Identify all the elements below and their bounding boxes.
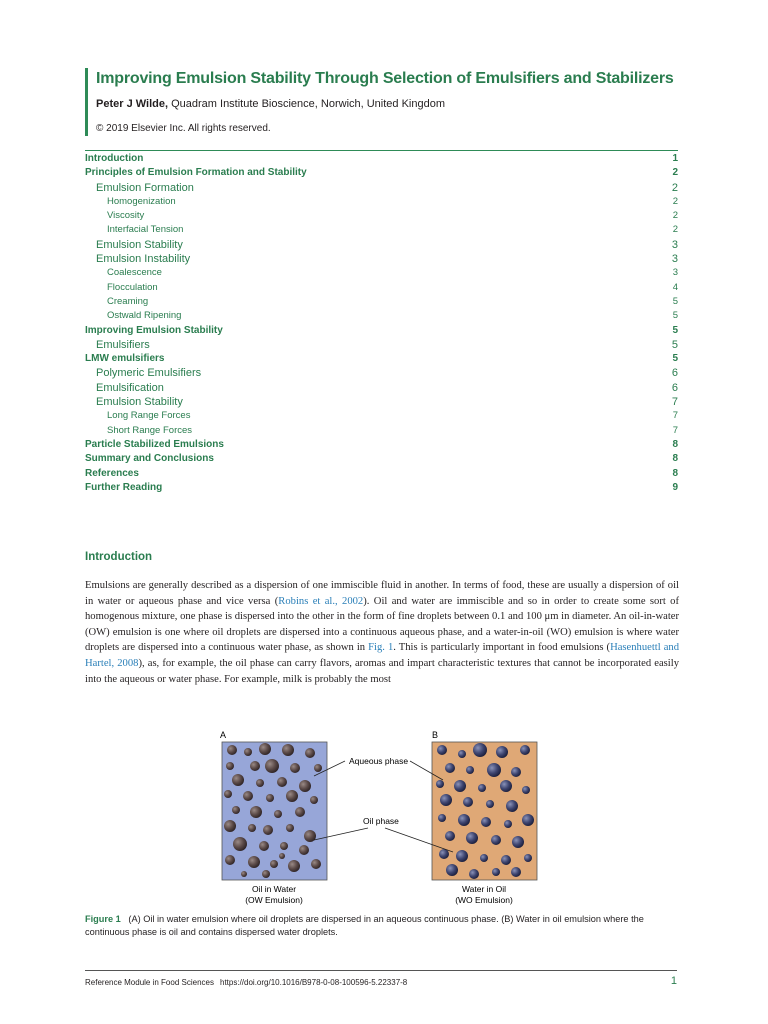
toc-entry-page: 6 [671, 367, 678, 380]
toc-entry[interactable] [85, 424, 678, 438]
toc-entry[interactable] [85, 409, 678, 423]
droplet [233, 837, 247, 851]
droplet [280, 842, 288, 850]
toc-entry-page: 2 [672, 167, 678, 179]
toc-entry-label: Particle Stabilized Emulsions [85, 438, 224, 450]
droplet [439, 849, 449, 859]
footer-doi-link[interactable]: https://doi.org/10.1016/B978-0-08-100596-5.22337-8 [220, 978, 408, 987]
figure-caption [85, 913, 679, 939]
toc-entry-label: Short Range Forces [107, 424, 193, 436]
toc-entry-page: 1 [672, 153, 678, 164]
toc-entry-label: Viscosity [107, 210, 145, 222]
toc-entry-label: Principles of Emulsion Formation and Stability [85, 167, 307, 179]
droplet [224, 820, 236, 832]
droplet [463, 797, 473, 807]
footer-page-number: 1 [670, 975, 677, 987]
toc-entry-page: 5 [672, 310, 678, 322]
figure-link[interactable]: Fig. 1 [368, 642, 394, 654]
toc-entry-label: Long Range Forces [107, 410, 191, 422]
droplet [511, 767, 521, 777]
toc-entry[interactable] [85, 438, 678, 452]
droplet [487, 763, 501, 777]
droplet [491, 835, 501, 845]
toc-entry-page: 5 [672, 324, 678, 336]
toc-entry-label: Emulsifiers [96, 338, 150, 351]
droplet [226, 762, 234, 770]
toc-entry-page: 9 [672, 481, 678, 493]
panel-a-label: A [220, 730, 227, 740]
toc-entry-page: 7 [672, 410, 678, 422]
droplet [274, 810, 282, 818]
toc-entry[interactable] [85, 352, 678, 366]
droplet [473, 743, 487, 757]
oil-phase-label: Oil phase [363, 816, 399, 826]
toc-entry-label: Further Reading [85, 481, 163, 493]
toc-entry[interactable] [85, 223, 678, 237]
droplet [232, 806, 240, 814]
toc-entry-page: 3 [671, 238, 678, 251]
toc-entry-label: Improving Emulsion Stability [85, 324, 223, 336]
article-title: Improving Emulsion Stability Through Selection of Emulsifiers and Stabilizers [96, 70, 674, 87]
droplet [478, 784, 486, 792]
panel-b-label: B [432, 730, 439, 740]
droplet [311, 859, 321, 869]
droplet [279, 853, 285, 859]
droplet [282, 744, 294, 756]
droplet [248, 856, 260, 868]
droplet [286, 824, 294, 832]
toc-entry-page: 7 [671, 396, 678, 409]
droplet [250, 761, 260, 771]
toc-entry-page: 2 [672, 224, 678, 236]
droplet [277, 777, 287, 787]
droplet [522, 786, 530, 794]
toc-entry-page: 8 [672, 467, 678, 479]
droplet [469, 869, 479, 879]
toc-entry[interactable] [85, 181, 678, 195]
toc-entry-label: LMW emulsifiers [85, 353, 165, 365]
droplet [286, 790, 298, 802]
droplet [458, 814, 470, 826]
droplet [522, 814, 534, 826]
toc-entry[interactable] [85, 209, 678, 223]
toc-entry[interactable] [85, 366, 678, 380]
toc-entry[interactable] [85, 281, 678, 295]
droplet [314, 764, 322, 772]
droplet [446, 864, 458, 876]
toc-entry-page: 2 [671, 181, 678, 194]
droplet [310, 796, 318, 804]
droplet [266, 794, 274, 802]
droplet [520, 745, 530, 755]
body-text-run: ), as, for example, the oil phase can carry flavors, aromas and impart characteristic textures that cannot be incorporated easily into the aqueous or water phase. For example, milk is probably the most [85, 657, 679, 685]
toc-entry[interactable] [85, 467, 678, 481]
droplet [248, 824, 256, 832]
toc-entry-label: Emulsion Formation [96, 181, 194, 194]
toc-entry[interactable] [85, 309, 678, 323]
toc-entry-label: Emulsion Stability [96, 238, 183, 251]
droplet [224, 790, 232, 798]
wo-caption-line-1: Water in Oil [461, 884, 507, 894]
droplet [454, 780, 466, 792]
toc-entry-label: Emulsification [96, 381, 164, 394]
toc-entry[interactable] [85, 338, 678, 352]
droplet [501, 855, 511, 865]
droplet [270, 860, 278, 868]
droplet [492, 868, 500, 876]
droplet [445, 831, 455, 841]
figure-1-emulsion-diagram [210, 728, 550, 908]
toc-entry-page: 5 [671, 338, 678, 351]
toc-entry-label: Creaming [107, 295, 149, 307]
droplet [244, 748, 252, 756]
page-footer [85, 970, 677, 987]
toc-entry[interactable] [85, 324, 678, 338]
aqueous-phase-label: Aqueous phase [349, 756, 409, 766]
droplet [481, 817, 491, 827]
toc-entry-label: Ostwald Ripening [107, 310, 182, 322]
toc-entry[interactable] [85, 266, 678, 280]
droplet [466, 832, 478, 844]
toc-entry-page: 2 [672, 195, 678, 207]
toc-entry-page: 3 [671, 253, 678, 266]
droplet [524, 854, 532, 862]
toc-entry-page: 4 [672, 281, 678, 293]
droplet [466, 766, 474, 774]
droplet [250, 806, 262, 818]
droplet [259, 841, 269, 851]
figure-label: Figure 1 [85, 914, 121, 924]
toc-entry-label: References [85, 467, 139, 479]
droplet [456, 850, 468, 862]
toc-entry-label: Emulsion Stability [96, 396, 183, 409]
toc-entry-page: 5 [672, 353, 678, 365]
toc-entry[interactable] [85, 452, 678, 466]
toc-entry-label: Coalescence [107, 267, 162, 279]
droplet [458, 750, 466, 758]
article-header [85, 68, 696, 136]
author-line [96, 96, 696, 112]
toc-entry-label: Homogenization [107, 195, 176, 207]
droplet [500, 780, 512, 792]
droplet [511, 867, 521, 877]
droplet [305, 748, 315, 758]
droplet [438, 814, 446, 822]
body-text-run: ). Oil and water are immiscible and so in order to create some sort of homogenous mixture, one phase is dispersed into the other in the form of fine droplets between 0.1 and 100 μm in diameter. An oil-in-water (OW) emulsion is one where oil droplets are dispersed into a continuous aqueous phase, and a water-in-oil (WO) emulsion is where water droplets are dispersed into a continuous water phase, as shown in [85, 595, 679, 654]
footer-journal: Reference Module in Food Sciences [85, 978, 214, 987]
droplet [241, 871, 247, 877]
toc-entry-page: 3 [672, 267, 678, 279]
wo-caption-line-2: (WO Emulsion) [455, 895, 513, 905]
table-of-contents [85, 150, 678, 495]
droplet [506, 800, 518, 812]
droplet [486, 800, 494, 808]
toc-entry-label: Emulsion Instability [96, 253, 191, 266]
body-text-run: Emulsions are generally described as a dispersion of one immiscible fluid in another. In terms of food, these are usually a dispersion of oil in water or aqueous phase and vice versa ( [85, 580, 679, 607]
toc-entry-page: 8 [672, 453, 678, 465]
toc-entry-label: Flocculation [107, 281, 158, 293]
toc-entry-label: Introduction [85, 153, 144, 164]
droplet [295, 807, 305, 817]
droplet [436, 780, 444, 788]
figure-caption-text: (A) Oil in water emulsion where oil droplets are dispersed in an aqueous continuous phase. (B) Water in oil emulsion where the continuous phase is oil and contains dispersed water droplets. [85, 914, 644, 937]
droplet [299, 845, 309, 855]
droplet [437, 745, 447, 755]
droplet [290, 763, 300, 773]
ow-caption-line-1: Oil in Water [251, 884, 297, 894]
toc-entry[interactable] [85, 481, 678, 495]
droplet [504, 820, 512, 828]
toc-entry-label: Summary and Conclusions [85, 453, 214, 465]
droplet [299, 780, 311, 792]
body-text-run: . This is particularly important in food emulsions ( [393, 642, 611, 654]
reference-link[interactable]: Robins et al., 2002 [278, 595, 364, 607]
author-name: Peter J Wilde, [96, 98, 169, 110]
toc-entry[interactable] [85, 295, 678, 309]
toc-entry-label: Interfacial Tension [107, 224, 184, 236]
toc-entry[interactable] [85, 166, 678, 180]
droplet [243, 791, 253, 801]
droplet [512, 836, 524, 848]
toc-entry[interactable] [85, 152, 678, 166]
toc-entry[interactable] [85, 195, 678, 209]
toc-entry-page: 8 [672, 438, 678, 450]
droplet [496, 746, 508, 758]
droplet [263, 825, 273, 835]
introduction-paragraph [85, 578, 679, 687]
droplet [232, 774, 244, 786]
toc-entry-page: 6 [671, 381, 678, 394]
toc-entry[interactable] [85, 238, 678, 252]
droplet [259, 743, 271, 755]
toc-entry-page: 5 [672, 295, 678, 307]
toc-entry[interactable] [85, 381, 678, 395]
toc-entry-label: Polymeric Emulsifiers [96, 367, 202, 380]
toc-entry-page: 2 [672, 210, 678, 222]
droplet [265, 759, 279, 773]
droplet [445, 763, 455, 773]
ow-caption-line-2: (OW Emulsion) [245, 895, 303, 905]
droplet [288, 860, 300, 872]
toc-entry[interactable] [85, 252, 678, 266]
droplet [440, 794, 452, 806]
section-heading-introduction: Introduction [85, 551, 153, 563]
droplet [225, 855, 235, 865]
droplet [227, 745, 237, 755]
toc-entry[interactable] [85, 395, 678, 409]
droplet [480, 854, 488, 862]
droplet [262, 870, 270, 878]
copyright: © 2019 Elsevier Inc. All rights reserved. [96, 123, 271, 134]
reference-link[interactable]: Hasenhuettl and Hartel, 2008 [85, 642, 680, 669]
droplet [256, 779, 264, 787]
author-affiliation: Quadram Institute Bioscience, Norwich, United Kingdom [168, 98, 446, 110]
toc-entry-page: 7 [672, 424, 678, 436]
